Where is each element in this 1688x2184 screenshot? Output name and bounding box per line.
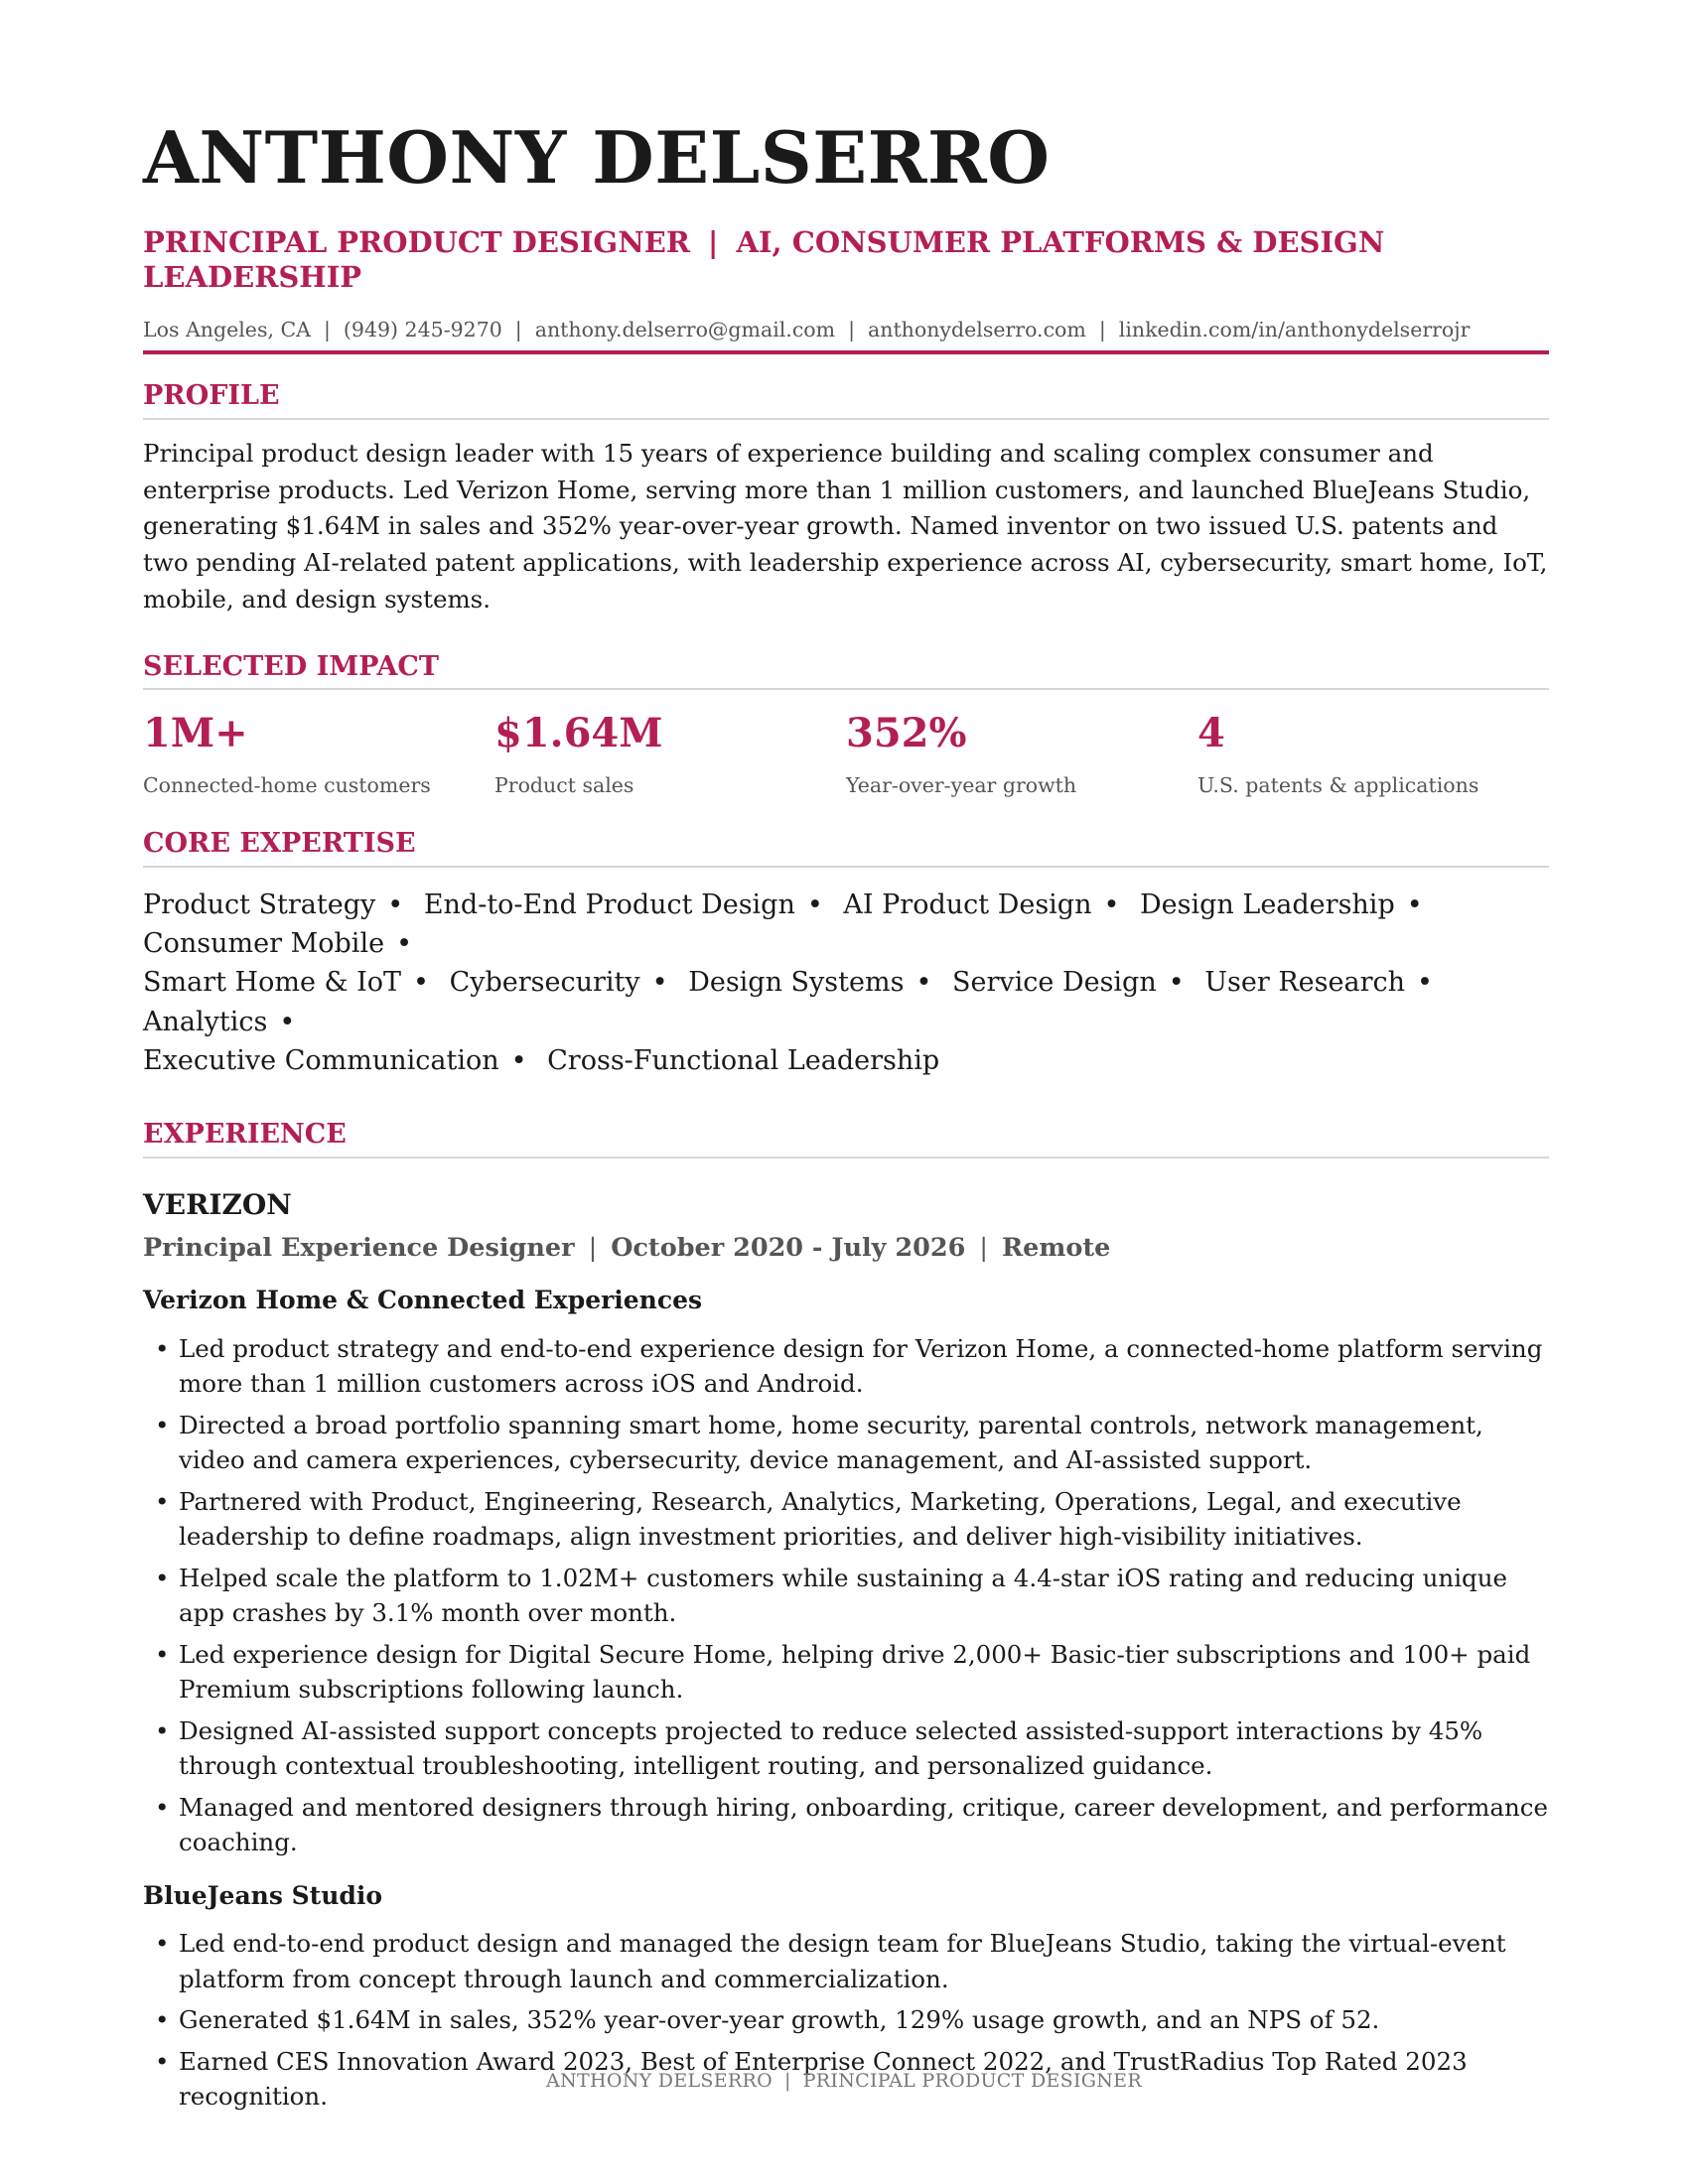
metric-label: Product sales: [494, 773, 634, 798]
expertise-heading: CORE EXPERTISE: [143, 827, 1549, 868]
contact-linkedin[interactable]: linkedin.com/in/anthonydelserrojr: [1118, 318, 1471, 342]
bullet-item: • Led experience design for Digital Secure Home, helping drive 2,000+ Basic-tier subscriptions and 100+ paid Premium subscriptions following launch.: [143, 1637, 1549, 1707]
role-location: Remote: [1001, 1233, 1111, 1264]
skill-item: Consumer Mobile: [143, 928, 385, 960]
expertise-section: [143, 827, 1549, 1079]
contact-line: [143, 316, 1549, 354]
skill-item: Smart Home & IoT: [143, 967, 402, 999]
headline-role: PRINCIPAL PRODUCT DESIGNER: [143, 224, 690, 259]
profile-section: [143, 379, 1549, 618]
experience-heading: EXPERIENCE: [143, 1118, 1549, 1159]
contact-website[interactable]: anthonydelserro.com: [868, 318, 1086, 342]
page-footer: [0, 2070, 1688, 2092]
impact-section: [143, 650, 1549, 798]
role-dates: October 2020 - July 2026: [611, 1233, 966, 1264]
skill-item: End-to-End Product Design: [423, 889, 795, 921]
skill-bullet: •: [413, 967, 429, 999]
skill-item: Product Strategy: [143, 889, 376, 921]
impact-heading: SELECTED IMPACT: [143, 650, 1549, 691]
company-name: VERIZON: [143, 1187, 292, 1221]
skill-bullet: •: [915, 967, 932, 999]
metric-value: $1.64M: [494, 710, 663, 757]
skill-item: Cross-Functional Leadership: [547, 1044, 940, 1076]
skill-bullet: •: [387, 889, 404, 921]
skill-bullet: •: [1168, 967, 1185, 999]
footer-separator: |: [784, 2070, 791, 2092]
contact-location: Los Angeles, CA: [143, 318, 311, 342]
skill-bullet: •: [1406, 889, 1423, 921]
impact-metric: [143, 710, 494, 797]
contact-phone[interactable]: (949) 245-9270: [343, 318, 502, 342]
metric-value: 352%: [846, 710, 967, 757]
impact-metric: [846, 710, 1197, 797]
metric-value: 4: [1197, 710, 1225, 757]
skill-item: User Research: [1204, 967, 1406, 999]
role-separator: |: [588, 1233, 598, 1264]
headline-focus: AI, CONSUMER PLATFORMS & DESIGN LEADERSHIP: [143, 224, 1385, 294]
skill-item: Service Design: [951, 967, 1157, 999]
bullet-item: • Earned CES Innovation Award 2023, Best of Enterprise Connect 2022, and TrustRadius Top Rated 2023 recognition.: [143, 2044, 1549, 2115]
project-heading: BlueJeans Studio: [143, 1880, 383, 1910]
skill-bullet: •: [806, 889, 823, 921]
impact-metrics: [143, 710, 1549, 797]
headline-separator: |: [707, 224, 719, 259]
metric-label: Connected-home customers: [143, 773, 431, 798]
skill-bullet: •: [651, 967, 668, 999]
metric-value: 1M+: [143, 710, 248, 757]
skill-bullet: •: [1103, 889, 1120, 921]
impact-metric: [494, 710, 846, 797]
project-bullets: [143, 1331, 1549, 1860]
role-line: [143, 1233, 1549, 1265]
bullet-item: • Helped scale the platform to 1.02M+ customers while sustaining a 4.4-star iOS rating and reducing unique app crashes by 3.1% month over month.: [143, 1561, 1549, 1631]
footer-title: PRINCIPAL PRODUCT DESIGNER: [802, 2070, 1142, 2092]
contact-separator: |: [848, 318, 856, 342]
impact-metric: [1197, 710, 1549, 797]
role-separator: |: [979, 1233, 988, 1264]
metric-label: Year-over-year growth: [846, 773, 1077, 798]
skill-item: Analytics: [143, 1006, 268, 1037]
bullet-item: • Led product strategy and end-to-end experience design for Verizon Home, a connected-home platform serving more than 1 million customers across iOS and Android.: [143, 1331, 1549, 1402]
skill-item: Design Leadership: [1140, 889, 1395, 921]
footer-name: ANTHONY DELSERRO: [546, 2070, 773, 2092]
skill-item: Cybersecurity: [449, 967, 640, 999]
bullet-item: • Managed and mentored designers through hiring, onboarding, critique, career development, and performance coaching.: [143, 1790, 1549, 1860]
skill-bullet: •: [510, 1044, 527, 1076]
bullet-item: • Designed AI-assisted support concepts projected to reduce selected assisted-support interactions by 45% through contextual troubleshooting, intelligent routing, and personalized guidance.: [143, 1713, 1549, 1784]
profile-heading: PROFILE: [143, 379, 1549, 420]
bullet-item: • Led end-to-end product design and managed the design team for BlueJeans Studio, taking the virtual-event platform from concept through launch and commercialization.: [143, 1926, 1549, 1996]
skill-bullet: •: [279, 1006, 296, 1037]
profile-text: Principal product design leader with 15 years of experience building and scaling complex consumer and enterprise products. Led Verizon Home, serving more than 1 million customers, and launched BlueJeans Studio, generating $1.64M in sales and 352% year-over-year growth. Named inventor on two issued U.S. patents and two pending AI-related patent applications, with leadership experience across AI, cybersecurity, smart home, IoT, mobile, and design systems.: [143, 438, 1548, 614]
contact-separator: |: [514, 318, 522, 342]
metric-label: U.S. patents & applications: [1197, 773, 1479, 798]
skill-item: Design Systems: [688, 967, 905, 999]
candidate-name: ANTHONY DELSERRO: [143, 115, 1051, 200]
skill-bullet: •: [396, 928, 412, 960]
bullet-item: • Generated $1.64M in sales, 352% year-over-year growth, 129% usage growth, and an NPS of 52.: [143, 2002, 1549, 2038]
experience-section: [143, 1118, 1549, 2115]
role-title: Principal Experience Designer: [143, 1233, 575, 1264]
contact-email[interactable]: anthony.delserro@gmail.com: [534, 318, 836, 342]
project-heading: Verizon Home & Connected Experiences: [143, 1286, 703, 1314]
contact-separator: |: [1098, 318, 1106, 342]
skill-bullet: •: [1417, 967, 1433, 999]
bullet-item: • Partnered with Product, Engineering, Research, Analytics, Marketing, Operations, Legal, and executive leadership to define roadmaps, align investment priorities, and deliver high-visibility initiatives.: [143, 1484, 1549, 1555]
skill-item: Executive Communication: [143, 1044, 499, 1076]
headline: [143, 225, 1549, 295]
bullet-item: • Directed a broad portfolio spanning smart home, home security, parental controls, network management, video and camera experiences, cybersecurity, device management, and AI-assisted support.: [143, 1408, 1549, 1478]
skills-list: [143, 886, 1549, 1080]
contact-separator: |: [324, 318, 331, 342]
resume-content: [143, 117, 1549, 2120]
skill-item: AI Product Design: [843, 889, 1092, 921]
